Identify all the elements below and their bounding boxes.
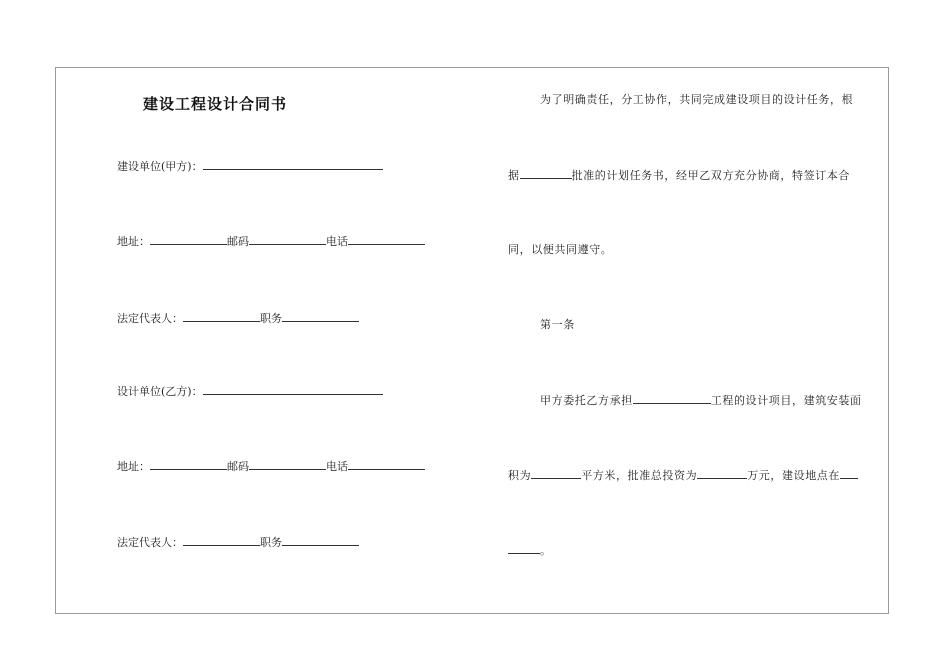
postcode-field[interactable] [249, 233, 326, 245]
position-field[interactable] [282, 534, 359, 546]
address-field[interactable] [150, 458, 227, 470]
phone-label: 电话 [326, 235, 348, 248]
paragraph-abide: 同，以便共同遵守。 [508, 243, 613, 256]
paragraph-intro: 为了明确责任，分工协作，共同完成建设项目的设计任务，根 [540, 93, 854, 106]
text-segment: 据 [508, 169, 520, 182]
location-field[interactable] [840, 467, 858, 479]
project-name-field[interactable] [633, 392, 711, 404]
position-label: 职务 [260, 312, 282, 325]
location-field-continued[interactable] [508, 542, 540, 554]
party-a-label: 建设单位(甲方)： [117, 160, 203, 173]
paragraph-location-end [508, 542, 552, 558]
text-segment: 甲方委托乙方承担 [540, 394, 633, 407]
document-frame [55, 67, 889, 614]
party-b-row [117, 383, 383, 399]
party-b-name-field[interactable] [203, 383, 383, 395]
position-label: 职务 [260, 536, 282, 549]
phone-field[interactable] [348, 233, 425, 245]
text-segment: 。 [540, 544, 552, 557]
article-heading: 第一条 [540, 318, 575, 331]
party-a-address-row [117, 233, 425, 249]
legal-rep-field[interactable] [183, 534, 260, 546]
text-segment: 万元，建设地点在 [747, 469, 841, 482]
address-label: 地址： [117, 235, 150, 248]
investment-field[interactable] [697, 467, 747, 479]
postcode-field[interactable] [249, 458, 326, 470]
phone-label: 电话 [326, 460, 348, 473]
text-segment: 积为 [508, 469, 532, 482]
party-b-label: 设计单位(乙方)： [117, 385, 203, 398]
paragraph-area [508, 467, 858, 483]
party-a-name-field[interactable] [203, 158, 383, 170]
paragraph-approval [508, 167, 850, 183]
position-field[interactable] [282, 310, 359, 322]
legal-rep-label: 法定代表人： [117, 312, 183, 325]
address-label: 地址： [117, 460, 150, 473]
paragraph-entrust [540, 392, 862, 408]
text-segment: 平方米，批准总投资为 [581, 469, 698, 482]
text-segment: 工程的设计项目，建筑安装面 [710, 394, 862, 407]
party-a-legal-rep-row [117, 310, 359, 326]
approver-field[interactable] [520, 167, 572, 179]
legal-rep-field[interactable] [183, 310, 260, 322]
postcode-label: 邮码 [227, 235, 249, 248]
address-field[interactable] [150, 233, 227, 245]
party-b-address-row [117, 458, 425, 474]
postcode-label: 邮码 [227, 460, 249, 473]
party-b-legal-rep-row [117, 534, 359, 550]
text-segment: 批准的计划任务书，经甲乙双方充分协商，特签订本合 [571, 169, 851, 182]
phone-field[interactable] [348, 458, 425, 470]
area-field[interactable] [531, 467, 581, 479]
contract-title: 建设工程设计合同书 [142, 95, 287, 113]
party-a-row [117, 158, 383, 174]
legal-rep-label: 法定代表人： [117, 536, 183, 549]
